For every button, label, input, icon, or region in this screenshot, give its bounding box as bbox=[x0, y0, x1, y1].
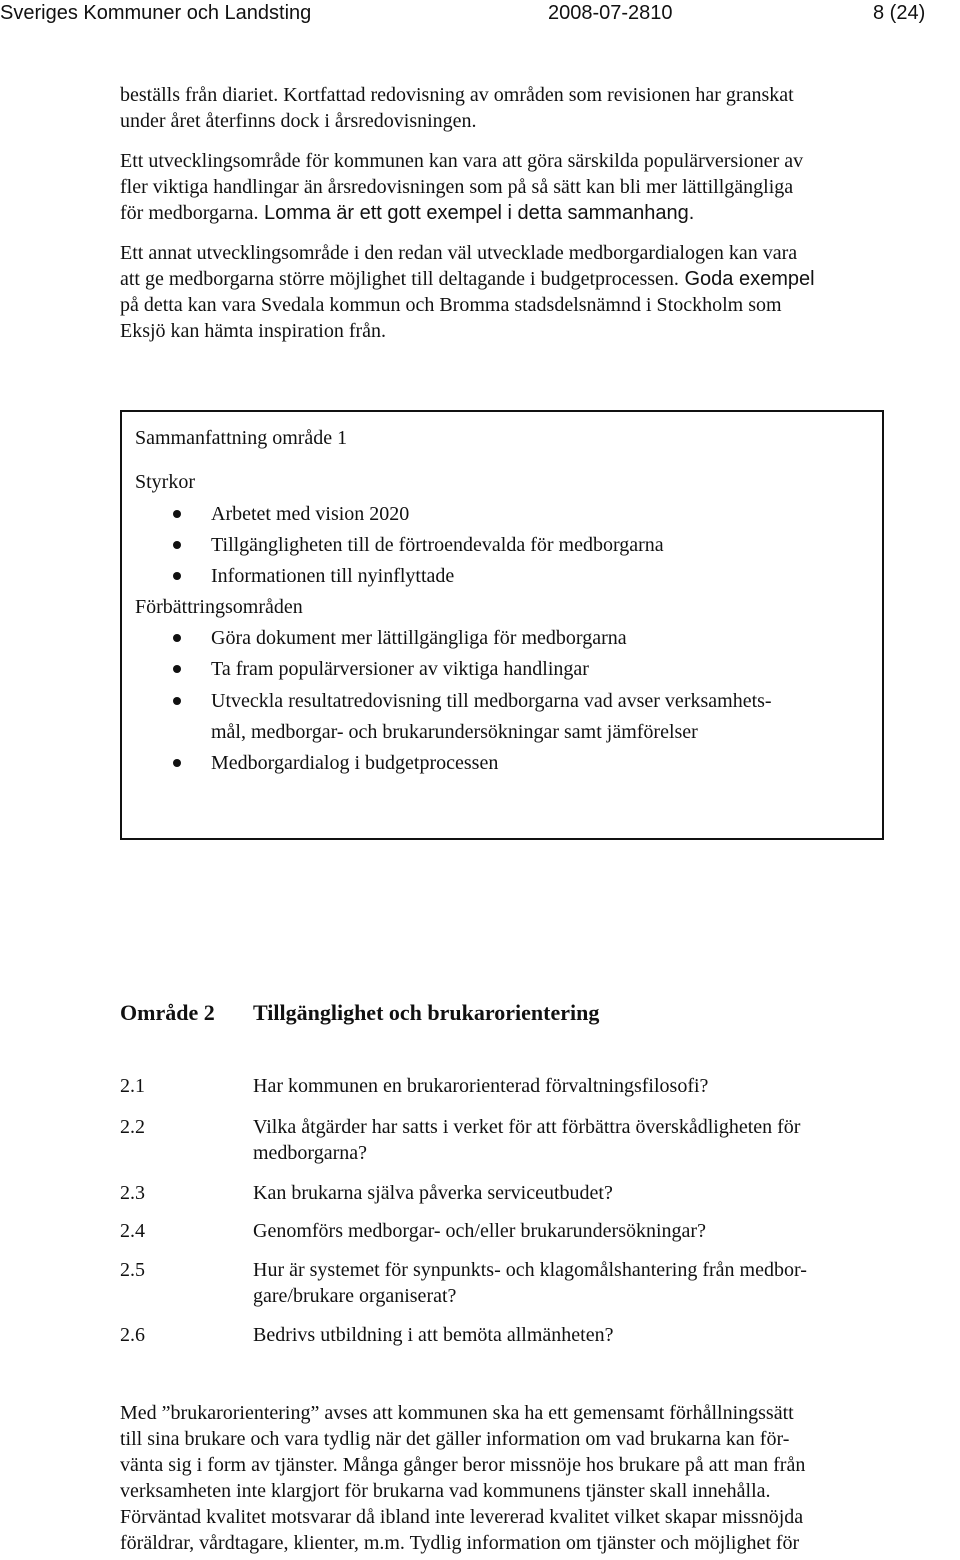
paragraph-line: Ett utvecklingsområde för kommunen kan vara att göra särskilda populärversioner av bbox=[120, 150, 804, 172]
question-line: Hur är systemet för synpunkts- och klagomålshantering från medbor- bbox=[253, 1259, 807, 1281]
bullet-icon bbox=[173, 665, 181, 673]
paragraph-line: verksamheten inte klargjort för brukarna vad kommunens tjänster skall innehålla. bbox=[120, 1480, 771, 1502]
paragraph-line: på detta kan vara Svedala kommun och Bromma stadsdelsnämnd i Stockholm som bbox=[120, 294, 782, 316]
closing-paragraph bbox=[120, 1400, 920, 1556]
paragraph-line: vänta sig i form av tjänster. Många gånger beror missnöje hos brukare på att man från bbox=[120, 1454, 806, 1476]
question-number: 2.2 bbox=[120, 1116, 145, 1138]
improvement-item: Ta fram populärversioner av viktiga handlingar bbox=[211, 658, 589, 680]
paragraph-line: fler viktiga handlingar än årsredovisningen som på så sätt kan bli mer lättillgängliga bbox=[120, 176, 794, 198]
paragraph-line: föräldrar, vårdtagare, klienter, m.m. Tydlig information om tjänster och möjlighet för bbox=[120, 1532, 800, 1554]
improvement-item: Medborgardialog i budgetprocessen bbox=[211, 752, 499, 774]
paragraph-line bbox=[120, 266, 900, 292]
paragraph-1 bbox=[120, 82, 900, 134]
question-text: Genomförs medborgar- och/eller brukarundersökningar? bbox=[253, 1220, 706, 1242]
strengths-heading: Styrkor bbox=[135, 471, 195, 493]
bullet-icon bbox=[173, 510, 181, 518]
paragraph-3 bbox=[120, 240, 900, 344]
strength-item: Informationen till nyinflyttade bbox=[211, 565, 455, 587]
question-line: medborgarna? bbox=[253, 1142, 368, 1164]
improvement-item-continuation: mål, medborgar- och brukarundersökningar samt jämförelser bbox=[211, 721, 698, 743]
paragraph-line: Eksjö kan hämta inspiration från. bbox=[120, 320, 387, 342]
bullet-icon bbox=[173, 697, 181, 705]
question-line: Vilka åtgärder har satts i verket för att förbättra överskådligheten för bbox=[253, 1116, 801, 1138]
question-line: gare/brukare organiserat? bbox=[253, 1285, 457, 1307]
question-text bbox=[253, 1257, 913, 1309]
question-text: Kan brukarna själva påverka serviceutbudet? bbox=[253, 1182, 613, 1204]
paragraph-fragment: att ge medborgarna större möjlighet till deltagande i budgetprocessen. bbox=[120, 268, 679, 290]
header-page-number: 8 (24) bbox=[873, 2, 926, 24]
paragraph-line: Förväntad kvalitet motsvarar då ibland inte levererad kvalitet vilket skapar missnöjda bbox=[120, 1506, 804, 1528]
paragraph-fragment: Lomma är ett gott exempel i detta sammanhang. bbox=[258, 202, 695, 224]
question-number: 2.3 bbox=[120, 1182, 145, 1204]
improvements-heading: Förbättringsområden bbox=[135, 596, 303, 618]
question-number: 2.4 bbox=[120, 1220, 145, 1242]
paragraph-line: under året återfinns dock i årsredovisningen. bbox=[120, 110, 477, 132]
header-date: 2008-07-2810 bbox=[548, 2, 673, 24]
bullet-icon bbox=[173, 759, 181, 767]
paragraph-line bbox=[120, 200, 900, 226]
improvement-item: Göra dokument mer lättillgängliga för medborgarna bbox=[211, 627, 627, 649]
question-number: 2.6 bbox=[120, 1324, 145, 1346]
question-number: 2.5 bbox=[120, 1259, 145, 1281]
question-text bbox=[253, 1114, 913, 1166]
bullet-icon bbox=[173, 572, 181, 580]
paragraph-fragment: Goda exempel bbox=[678, 268, 815, 290]
strength-item: Arbetet med vision 2020 bbox=[211, 503, 410, 525]
paragraph-2 bbox=[120, 148, 900, 226]
question-text: Har kommunen en brukarorienterad förvaltningsfilosofi? bbox=[253, 1075, 709, 1097]
improvement-item: Utveckla resultatredovisning till medborgarna vad avser verksamhets- bbox=[211, 690, 772, 712]
paragraph-line: Med ”brukarorientering” avses att kommunen ska ha ett gemensamt förhållningssätt bbox=[120, 1402, 794, 1424]
section-label: Område 2 bbox=[120, 1000, 215, 1025]
header-org: Sveriges Kommuner och Landsting bbox=[0, 2, 312, 24]
question-text: Bedrivs utbildning i att bemöta allmänheten? bbox=[253, 1324, 614, 1346]
paragraph-line: beställs från diariet. Kortfattad redovisning av områden som revisionen har granskat bbox=[120, 84, 794, 106]
bullet-icon bbox=[173, 541, 181, 549]
paragraph-fragment: för medborgarna. bbox=[120, 202, 259, 224]
bullet-icon bbox=[173, 634, 181, 642]
strength-item: Tillgängligheten till de förtroendevalda för medborgarna bbox=[211, 534, 664, 556]
paragraph-line: Ett annat utvecklingsområde i den redan väl utvecklade medborgardialogen kan vara bbox=[120, 242, 798, 264]
summary-title: Sammanfattning område 1 bbox=[135, 427, 348, 449]
section-title: Tillgänglighet och brukarorientering bbox=[253, 1000, 600, 1025]
question-number: 2.1 bbox=[120, 1075, 145, 1097]
paragraph-line: till sina brukare och vara tydlig när det gäller information om vad brukarna kan för- bbox=[120, 1428, 790, 1450]
